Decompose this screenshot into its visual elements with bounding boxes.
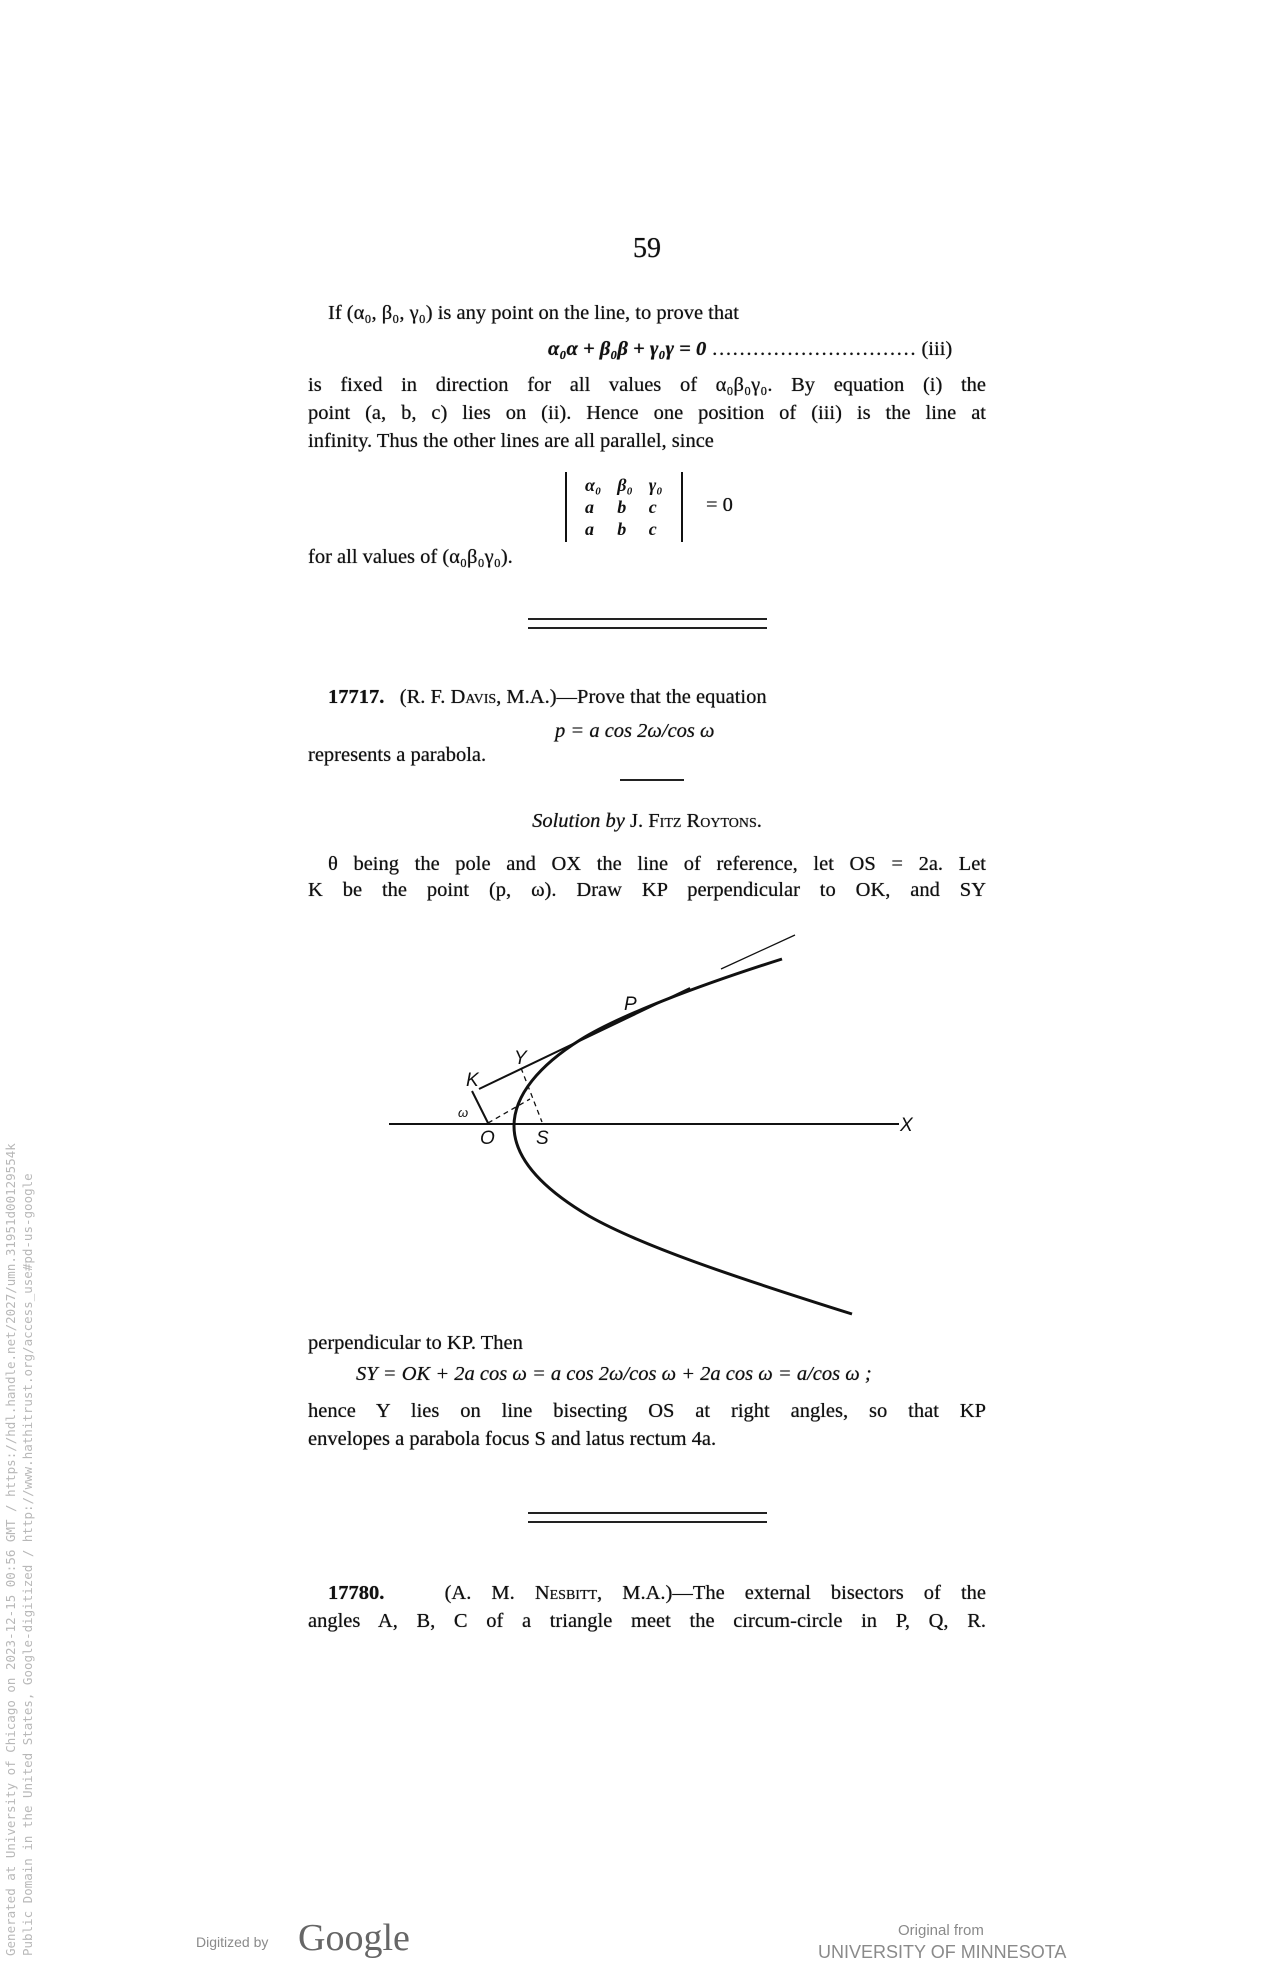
text-line: point (a, b, c) lies on (ii). Hence one position of (iii) is the line at: [308, 402, 986, 424]
label-o: O: [480, 1128, 495, 1149]
problem-number: 17780.: [328, 1582, 385, 1604]
text-line: K be the point (p, ω). Draw KP perpendicular to OK, and SY: [308, 879, 986, 901]
problem-text: —Prove that the equation: [556, 686, 767, 708]
label-p: P: [624, 994, 637, 1015]
det-cell: b: [617, 497, 627, 517]
text-line: envelopes a parabola focus S and latus rectum 4a.: [308, 1428, 717, 1450]
text-line: represents a parabola.: [308, 744, 487, 766]
problem-heading: [308, 1580, 986, 1606]
label-s: S: [536, 1128, 549, 1149]
google-logo: Google: [298, 1917, 410, 1959]
equation: α₀α + β₀β + γ₀γ = 0: [548, 338, 707, 360]
det-cell: b: [617, 519, 627, 539]
equation: p = a cos 2ω/cos ω: [555, 720, 715, 742]
text-line: angles A, B, C of a triangle meet the circum-circle in P, Q, R.: [308, 1610, 986, 1632]
text-line: infinity. Thus the other lines are all parallel, since: [308, 430, 714, 452]
problem-number: 17717.: [328, 686, 385, 708]
solution-author: J. Fitz Roytons.: [630, 810, 762, 832]
problem-author: (A. M. Nesbitt, M.A.): [444, 1582, 673, 1604]
label-omega: ω: [458, 1105, 469, 1120]
solution-prefix: Solution by: [532, 810, 625, 832]
digitized-by-label: Digitized by: [196, 1934, 269, 1950]
page-number: 59: [633, 233, 661, 264]
parabola-curve: [514, 959, 852, 1314]
det-cell: a: [585, 519, 594, 539]
equation: SY = OK + 2a cos ω = a cos 2ω/cos ω + 2a cos ω = a/cos ω ;: [356, 1363, 872, 1385]
problem-text: —The external bisectors of the: [672, 1582, 986, 1604]
det-cell: c: [648, 497, 657, 517]
label-y: Y: [514, 1048, 527, 1069]
equation-tag: (iii): [921, 338, 953, 360]
det-cell: a: [585, 497, 594, 517]
section-divider: [528, 1512, 767, 1523]
tangent-extension: [721, 935, 795, 969]
det-cell: β₀: [617, 475, 633, 495]
determinant-rhs: = 0: [706, 494, 733, 516]
watermark-line: Public Domain in the United States, Google-digitized / http://www.hathitrust.org/access_use#pd-us-google: [20, 1173, 35, 1956]
leader-dots: …………………………: [711, 338, 917, 360]
det-cell: γ₀: [648, 475, 663, 495]
problem-author: (R. F. Davis, M.A.): [399, 686, 557, 708]
text-line: is fixed in direction for all values of α₀β₀γ₀. By equation (i) the: [308, 374, 986, 396]
label-k: K: [466, 1070, 479, 1091]
text-line: hence Y lies on line bisecting OS at right angles, so that KP: [308, 1400, 986, 1422]
line-ok: [472, 1091, 488, 1123]
original-from-label: Original from: [898, 1922, 984, 1939]
text-line: θ being the pole and OX the line of reference, let OS = 2a. Let: [328, 853, 986, 875]
label-x: X: [900, 1115, 913, 1136]
tangent-kp: [479, 988, 690, 1089]
det-cell: c: [648, 519, 657, 539]
det-cell: α₀: [585, 475, 602, 495]
watermark: [2, 1143, 36, 1956]
text-line: If (α₀, β₀, γ₀) is any point on the line, to prove that: [328, 302, 739, 324]
text-line: for all values of (α₀β₀γ₀).: [308, 546, 513, 568]
institution-label: UNIVERSITY OF MINNESOTA: [818, 1942, 1067, 1962]
text-line: perpendicular to KP. Then: [308, 1332, 523, 1354]
watermark-line: Generated at University of Chicago on 2023-12-15 00:56 GMT / https://hdl.handle.net/2027/umn.31951d00129554k: [3, 1143, 18, 1956]
dashed-line-o: [488, 1099, 530, 1123]
